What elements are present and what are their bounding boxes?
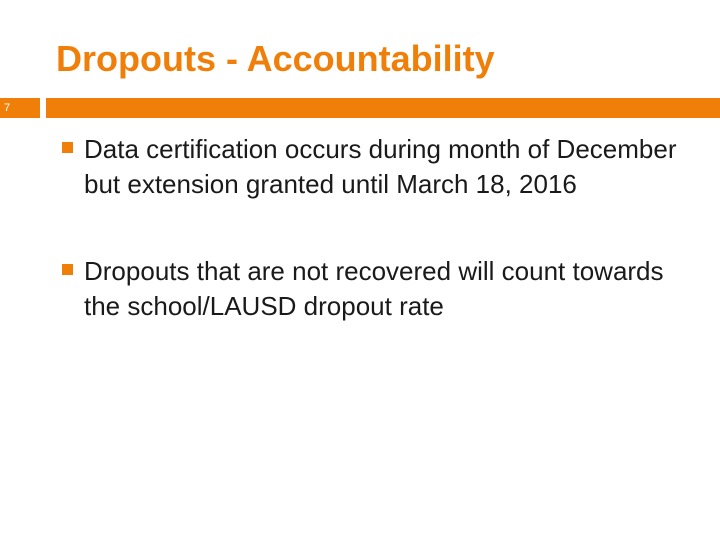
slide-number: 7 xyxy=(4,102,11,114)
slide-number-box xyxy=(0,98,40,118)
bullet-item xyxy=(60,132,700,202)
bullet-list xyxy=(60,132,700,324)
title-rule-bar xyxy=(46,98,720,118)
slide-title: Dropouts - Accountability xyxy=(56,38,495,79)
square-bullet-icon xyxy=(62,142,73,153)
square-bullet-icon xyxy=(62,264,73,275)
bullet-text: Dropouts that are not recovered will count towards the school/LAUSD dropout rate xyxy=(84,256,664,321)
bullet-item xyxy=(60,254,700,324)
bullet-text: Data certification occurs during month of December but extension granted until March 18, 2016 xyxy=(84,134,677,199)
